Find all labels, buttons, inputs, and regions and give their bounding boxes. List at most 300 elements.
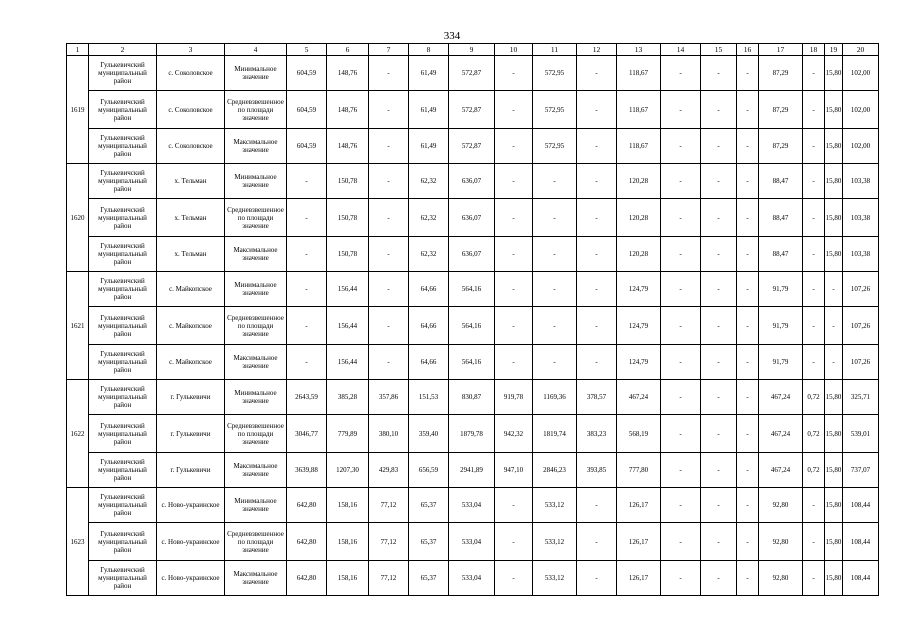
value-cell: - (701, 415, 737, 453)
value-cell: 148,76 (327, 91, 369, 129)
value-cell: 148,76 (327, 56, 369, 91)
value-cell: 158,16 (327, 488, 369, 523)
value-cell: - (701, 164, 737, 199)
value-cell: 572,87 (449, 56, 495, 91)
value-cell: - (495, 56, 533, 91)
value-cell: - (577, 345, 617, 380)
column-header: 11 (533, 44, 577, 56)
district-cell: Гулькевичский муниципальный район (89, 307, 157, 345)
value-cell: - (701, 561, 737, 596)
value-cell: 102,00 (843, 129, 879, 164)
value-cell: - (287, 307, 327, 345)
record-id-cell: 1619 (67, 56, 89, 164)
value-cell: - (495, 164, 533, 199)
value-cell: 467,24 (759, 453, 803, 488)
value-cell: - (495, 272, 533, 307)
table-row (67, 345, 879, 380)
value-cell: 15,80 (825, 91, 843, 129)
value-cell: 64,66 (409, 272, 449, 307)
value-cell: - (803, 345, 825, 380)
value-cell: - (369, 129, 409, 164)
value-cell: 642,80 (287, 561, 327, 596)
value-cell: - (661, 415, 701, 453)
value-cell: - (825, 307, 843, 345)
value-cell: 107,26 (843, 307, 879, 345)
settlement-cell: г. Гулькевичи (157, 380, 225, 415)
value-cell: 91,79 (759, 307, 803, 345)
value-cell: - (737, 129, 759, 164)
value-cell: 604,59 (287, 91, 327, 129)
column-header: 20 (843, 44, 879, 56)
column-header: 6 (327, 44, 369, 56)
value-cell: 65,37 (409, 561, 449, 596)
table-row (67, 453, 879, 488)
value-cell: - (701, 272, 737, 307)
value-cell: 92,80 (759, 488, 803, 523)
value-cell: 15,80 (825, 164, 843, 199)
value-cell: - (803, 129, 825, 164)
value-cell: - (661, 561, 701, 596)
value-cell: 61,49 (409, 91, 449, 129)
value-cell: 92,80 (759, 561, 803, 596)
district-cell: Гулькевичский муниципальный район (89, 129, 157, 164)
value-cell: - (803, 307, 825, 345)
value-cell: - (577, 561, 617, 596)
value-cell: - (737, 488, 759, 523)
value-cell: 103,38 (843, 199, 879, 237)
value-cell: - (369, 272, 409, 307)
value-cell: 87,29 (759, 56, 803, 91)
record-id-cell: 1621 (67, 272, 89, 380)
value-cell: - (803, 56, 825, 91)
value-cell: 429,83 (369, 453, 409, 488)
value-cell: 393,85 (577, 453, 617, 488)
value-cell: 1879,78 (449, 415, 495, 453)
value-cell: - (701, 237, 737, 272)
value-cell: 533,04 (449, 488, 495, 523)
value-cell: - (661, 164, 701, 199)
table-row (67, 129, 879, 164)
value-cell: 385,28 (327, 380, 369, 415)
value-cell: 92,80 (759, 523, 803, 561)
value-cell: 158,16 (327, 561, 369, 596)
value-type-cell: Минимальное значение (225, 56, 287, 91)
value-cell: - (287, 199, 327, 237)
value-cell: - (287, 164, 327, 199)
value-cell: 533,12 (533, 561, 577, 596)
value-cell: 91,79 (759, 345, 803, 380)
value-cell: - (701, 523, 737, 561)
value-cell: - (533, 307, 577, 345)
value-cell: - (737, 345, 759, 380)
value-cell: - (737, 56, 759, 91)
value-cell: - (287, 272, 327, 307)
value-cell: 533,04 (449, 523, 495, 561)
value-cell: 15,80 (825, 561, 843, 596)
value-cell: 103,38 (843, 237, 879, 272)
value-cell: 564,16 (449, 307, 495, 345)
value-cell: - (577, 56, 617, 91)
value-cell: - (737, 415, 759, 453)
table-row (67, 561, 879, 596)
value-cell: 91,79 (759, 272, 803, 307)
value-cell: 2643,59 (287, 380, 327, 415)
value-type-cell: Максимальное значение (225, 453, 287, 488)
page-number: 334 (443, 30, 461, 42)
column-header: 2 (89, 44, 157, 56)
settlement-cell: х. Тельман (157, 199, 225, 237)
record-id-cell: 1622 (67, 380, 89, 488)
value-cell: 636,07 (449, 164, 495, 199)
table-row (67, 415, 879, 453)
value-cell: - (803, 488, 825, 523)
settlement-cell: с. Ново-украинское (157, 523, 225, 561)
value-cell: - (661, 272, 701, 307)
value-cell: 15,80 (825, 56, 843, 91)
value-type-cell: Минимальное значение (225, 380, 287, 415)
value-cell: 107,26 (843, 272, 879, 307)
value-cell: 604,59 (287, 129, 327, 164)
value-cell: 62,32 (409, 237, 449, 272)
district-cell: Гулькевичский муниципальный район (89, 523, 157, 561)
value-cell: - (803, 237, 825, 272)
value-cell: 380,10 (369, 415, 409, 453)
value-cell: - (369, 164, 409, 199)
value-cell: 0,72 (803, 453, 825, 488)
value-cell: 103,38 (843, 164, 879, 199)
table-row (67, 272, 879, 307)
value-cell: - (369, 307, 409, 345)
value-cell: 942,32 (495, 415, 533, 453)
value-cell: 2941,89 (449, 453, 495, 488)
value-cell: - (737, 523, 759, 561)
value-cell: 467,24 (759, 380, 803, 415)
value-cell: - (701, 380, 737, 415)
value-cell: 1207,30 (327, 453, 369, 488)
settlement-cell: с. Майкопское (157, 307, 225, 345)
value-cell: 150,78 (327, 164, 369, 199)
value-cell: - (577, 199, 617, 237)
value-cell: - (369, 345, 409, 380)
value-cell: 62,32 (409, 164, 449, 199)
value-type-cell: Максимальное значение (225, 129, 287, 164)
value-cell: 0,72 (803, 415, 825, 453)
value-cell: - (661, 488, 701, 523)
value-cell: - (803, 523, 825, 561)
column-header: 18 (803, 44, 825, 56)
value-cell: 62,32 (409, 199, 449, 237)
column-header: 8 (409, 44, 449, 56)
value-type-cell: Максимальное значение (225, 561, 287, 596)
table-row (67, 523, 879, 561)
value-cell: 564,16 (449, 272, 495, 307)
value-cell: - (577, 164, 617, 199)
value-cell: - (701, 345, 737, 380)
value-cell: - (533, 164, 577, 199)
value-cell: - (803, 199, 825, 237)
value-cell: 88,47 (759, 237, 803, 272)
value-cell: - (287, 345, 327, 380)
value-cell: 604,59 (287, 56, 327, 91)
value-cell: 107,26 (843, 345, 879, 380)
value-cell: 102,00 (843, 56, 879, 91)
value-cell: - (661, 307, 701, 345)
district-cell: Гулькевичский муниципальный район (89, 453, 157, 488)
value-cell: 564,16 (449, 345, 495, 380)
table-row (67, 56, 879, 91)
value-cell: - (661, 380, 701, 415)
value-cell: 572,87 (449, 129, 495, 164)
value-cell: - (661, 523, 701, 561)
value-cell: - (369, 91, 409, 129)
value-cell: - (287, 237, 327, 272)
value-cell: 126,17 (617, 561, 661, 596)
settlement-cell: с. Ново-украинское (157, 561, 225, 596)
value-cell: 124,79 (617, 345, 661, 380)
table-row (67, 307, 879, 345)
value-cell: - (825, 272, 843, 307)
value-cell: 77,12 (369, 488, 409, 523)
value-cell: 118,67 (617, 129, 661, 164)
value-cell: 572,87 (449, 91, 495, 129)
value-cell: 572,95 (533, 56, 577, 91)
column-header: 9 (449, 44, 495, 56)
value-cell: - (577, 91, 617, 129)
table-row (67, 164, 879, 199)
value-cell: 65,37 (409, 523, 449, 561)
column-header: 3 (157, 44, 225, 56)
value-cell: - (701, 56, 737, 91)
value-cell: - (737, 199, 759, 237)
value-cell: 15,80 (825, 523, 843, 561)
value-cell: 126,17 (617, 523, 661, 561)
value-cell: 148,76 (327, 129, 369, 164)
table-body (67, 56, 879, 596)
settlement-cell: с. Ново-украинское (157, 488, 225, 523)
value-cell: 108,44 (843, 488, 879, 523)
value-cell: 830,87 (449, 380, 495, 415)
value-cell: 61,49 (409, 129, 449, 164)
value-cell: - (737, 561, 759, 596)
value-cell: 15,80 (825, 380, 843, 415)
settlement-cell: г. Гулькевичи (157, 453, 225, 488)
value-type-cell: Средневзвешенное по площади значение (225, 415, 287, 453)
value-cell: - (737, 272, 759, 307)
district-cell: Гулькевичский муниципальный район (89, 345, 157, 380)
column-header: 19 (825, 44, 843, 56)
value-cell: - (661, 56, 701, 91)
district-cell: Гулькевичский муниципальный район (89, 488, 157, 523)
value-cell: - (369, 199, 409, 237)
value-cell: 737,07 (843, 453, 879, 488)
value-cell: 126,17 (617, 488, 661, 523)
value-cell: - (577, 237, 617, 272)
value-cell: 88,47 (759, 199, 803, 237)
value-type-cell: Максимальное значение (225, 237, 287, 272)
value-cell: 118,67 (617, 91, 661, 129)
value-cell: - (701, 488, 737, 523)
column-header: 15 (701, 44, 737, 56)
value-cell: - (737, 380, 759, 415)
column-header: 1 (67, 44, 89, 56)
settlement-cell: с. Соколовское (157, 91, 225, 129)
value-cell: - (577, 523, 617, 561)
value-cell: - (803, 91, 825, 129)
settlement-cell: г. Гулькевичи (157, 415, 225, 453)
value-cell: 108,44 (843, 561, 879, 596)
column-header: 14 (661, 44, 701, 56)
value-cell: 15,80 (825, 129, 843, 164)
value-cell: 777,80 (617, 453, 661, 488)
value-type-cell: Средневзвешенное по площади значение (225, 307, 287, 345)
value-type-cell: Средневзвешенное по площади значение (225, 523, 287, 561)
value-cell: 15,80 (825, 237, 843, 272)
value-cell: - (495, 345, 533, 380)
table-row (67, 380, 879, 415)
value-cell: - (495, 488, 533, 523)
column-header: 5 (287, 44, 327, 56)
value-cell: - (737, 453, 759, 488)
value-cell: - (803, 164, 825, 199)
settlement-cell: с. Майкопское (157, 345, 225, 380)
value-cell: - (701, 91, 737, 129)
value-type-cell: Максимальное значение (225, 345, 287, 380)
value-cell: 533,04 (449, 561, 495, 596)
table-row (67, 91, 879, 129)
table-row (67, 237, 879, 272)
value-cell: 467,24 (759, 415, 803, 453)
value-cell: - (701, 129, 737, 164)
value-cell: 124,79 (617, 307, 661, 345)
column-header: 7 (369, 44, 409, 56)
value-cell: 325,71 (843, 380, 879, 415)
value-cell: 533,12 (533, 523, 577, 561)
value-type-cell: Средневзвешенное по площади значение (225, 199, 287, 237)
value-cell: - (701, 199, 737, 237)
value-cell: 15,80 (825, 415, 843, 453)
value-cell: - (701, 307, 737, 345)
cadastral-value-table (66, 43, 879, 596)
value-cell: - (737, 307, 759, 345)
value-cell: - (495, 237, 533, 272)
column-header: 17 (759, 44, 803, 56)
district-cell: Гулькевичский муниципальный район (89, 380, 157, 415)
value-cell: - (577, 488, 617, 523)
value-cell: 0,72 (803, 380, 825, 415)
value-cell: 87,29 (759, 91, 803, 129)
value-cell: 87,29 (759, 129, 803, 164)
value-cell: - (661, 345, 701, 380)
value-cell: - (661, 129, 701, 164)
value-cell: - (803, 272, 825, 307)
value-cell: - (533, 199, 577, 237)
district-cell: Гулькевичский муниципальный район (89, 561, 157, 596)
value-cell: 156,44 (327, 272, 369, 307)
district-cell: Гулькевичский муниципальный район (89, 272, 157, 307)
value-cell: 156,44 (327, 345, 369, 380)
column-header: 4 (225, 44, 287, 56)
value-cell: 568,19 (617, 415, 661, 453)
value-cell: 539,01 (843, 415, 879, 453)
value-cell: 357,86 (369, 380, 409, 415)
value-cell: - (495, 523, 533, 561)
value-cell: 102,00 (843, 91, 879, 129)
column-header: 13 (617, 44, 661, 56)
value-cell: 642,80 (287, 488, 327, 523)
settlement-cell: х. Тельман (157, 164, 225, 199)
value-cell: 656,59 (409, 453, 449, 488)
value-cell: 2846,23 (533, 453, 577, 488)
value-cell: 947,10 (495, 453, 533, 488)
value-cell: 383,23 (577, 415, 617, 453)
value-cell: 120,28 (617, 164, 661, 199)
value-cell: 636,07 (449, 237, 495, 272)
value-cell: 3046,77 (287, 415, 327, 453)
value-cell: - (737, 237, 759, 272)
value-cell: - (533, 345, 577, 380)
value-type-cell: Минимальное значение (225, 488, 287, 523)
record-id-cell: 1620 (67, 164, 89, 272)
value-cell: 108,44 (843, 523, 879, 561)
value-cell: - (495, 307, 533, 345)
value-cell: - (661, 453, 701, 488)
value-cell: - (803, 561, 825, 596)
value-cell: 118,67 (617, 56, 661, 91)
column-header: 10 (495, 44, 533, 56)
value-cell: 64,66 (409, 307, 449, 345)
value-cell: 636,07 (449, 199, 495, 237)
value-cell: 642,80 (287, 523, 327, 561)
value-cell: 77,12 (369, 561, 409, 596)
value-cell: 120,28 (617, 199, 661, 237)
value-cell: 378,57 (577, 380, 617, 415)
column-header: 12 (577, 44, 617, 56)
settlement-cell: с. Соколовское (157, 129, 225, 164)
district-cell: Гулькевичский муниципальный район (89, 415, 157, 453)
value-type-cell: Средневзвешенное по площади значение (225, 91, 287, 129)
value-cell: - (369, 56, 409, 91)
value-cell: - (577, 307, 617, 345)
district-cell: Гулькевичский муниципальный район (89, 56, 157, 91)
value-cell: 1169,36 (533, 380, 577, 415)
value-cell: 572,95 (533, 129, 577, 164)
value-cell: 3639,88 (287, 453, 327, 488)
settlement-cell: с. Майкопское (157, 272, 225, 307)
value-cell: 65,37 (409, 488, 449, 523)
value-cell: - (825, 345, 843, 380)
value-cell: - (495, 561, 533, 596)
table-row (67, 488, 879, 523)
value-cell: 61,49 (409, 56, 449, 91)
district-cell: Гулькевичский муниципальный район (89, 91, 157, 129)
value-cell: - (661, 91, 701, 129)
value-cell: 15,80 (825, 453, 843, 488)
value-cell: 88,47 (759, 164, 803, 199)
district-cell: Гулькевичский муниципальный район (89, 164, 157, 199)
record-id-cell: 1623 (67, 488, 89, 596)
value-cell: - (533, 272, 577, 307)
value-cell: 15,80 (825, 199, 843, 237)
value-cell: 150,78 (327, 199, 369, 237)
value-cell: - (495, 129, 533, 164)
value-cell: - (495, 91, 533, 129)
value-cell: - (495, 199, 533, 237)
value-cell: 120,28 (617, 237, 661, 272)
settlement-cell: с. Соколовское (157, 56, 225, 91)
value-cell: 533,12 (533, 488, 577, 523)
district-cell: Гулькевичский муниципальный район (89, 199, 157, 237)
value-cell: 158,16 (327, 523, 369, 561)
